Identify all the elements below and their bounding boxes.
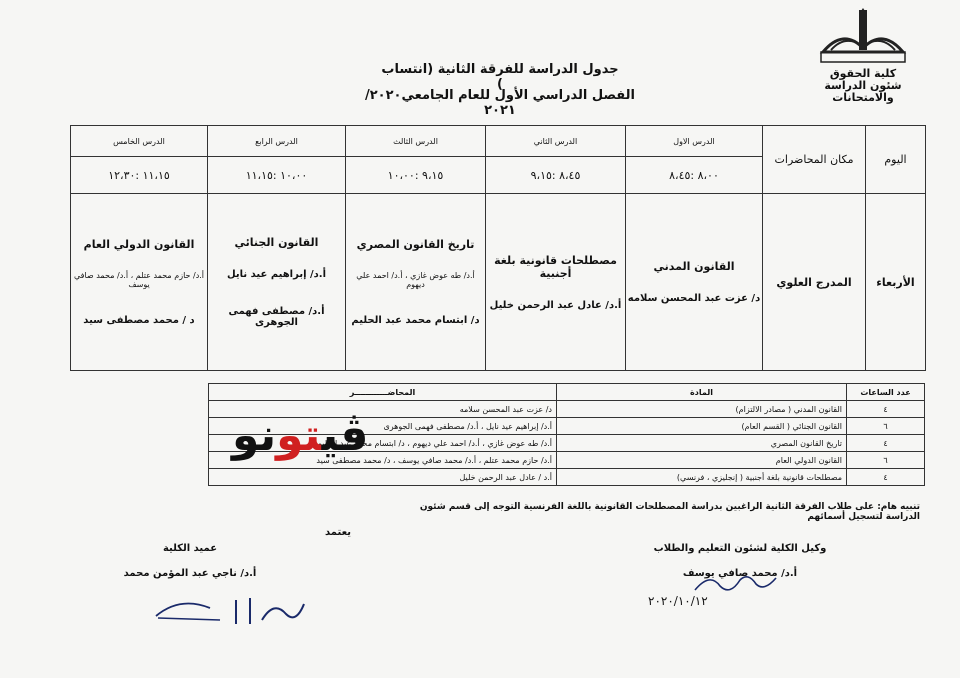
row-lecturer: أ.د/ طه عوض غازي ، أ.د/ احمد علي ديهوم ، د/ ابتسام محمد عبد الحليم [209,435,557,452]
session-cell [626,194,763,371]
page-subtitle: الفصل الدراسي الأول للعام الجامعي٢٠٢٠/ ٢٠٢١ [365,88,635,118]
lesson-time: ١٠،٠٠ :١١،١٥ [208,157,346,194]
session-prof: د/ عزت عبد المحسن سلامه [627,293,761,304]
dean-signature [150,590,310,630]
session-subject: القانون الدولي العام [83,238,195,251]
faculty-logo [808,8,918,104]
lesson-header: الدرس الثالث [346,126,486,157]
page-title: جدول الدراسة للفرقة الثانية (انتساب ) [381,62,619,92]
day-cell: الأربعاء [866,194,926,371]
session-subject: مصطلحات قانونية بلغة أجنبية [494,253,617,280]
session-cell [71,194,208,371]
session-prof: أ.د/ عادل عبد الرحمن خليل [489,299,622,311]
lesson-header: الدرس الخامس [71,126,208,157]
session-prof: أ.د/ إبراهيم عيد نايل [226,269,327,280]
session-prof: أ.د/ طه عوض غازي ، أ.د/ احمد علي ديهوم [356,271,475,289]
watermark-logo [232,410,368,461]
row-subject: القانون الدولي العام [557,452,847,469]
place-header: مكان المحاضرات [763,126,866,194]
watermark-part: ڤي [321,410,369,461]
timetable [70,125,926,371]
row-subject: القانون الجنائي ( القسم العام) [557,418,847,435]
lesson-header: الدرس الثاني [486,126,626,157]
place-cell: المدرج العلوي [763,194,866,371]
day-header: اليوم [866,126,926,194]
subject-header: المادة [557,384,847,401]
dean-name: أ.د/ ناجي عبد المؤمن محمد [123,568,257,579]
lesson-time: ١١،١٥ :١٢،٣٠ [71,157,208,194]
university-emblem-icon [813,8,913,66]
lesson-time: ٨،٠٠ :٨،٤٥ [626,157,763,194]
watermark-part: نو [232,410,277,461]
row-lecturer: د/ عزت عبد المحسن سلامه [209,401,557,418]
session-subject: تاريخ القانون المصري [356,238,475,251]
row-hours: ٦ [847,418,925,435]
important-note: تنبيه هام: على طلاب الفرقة الثانية الراغبين بدراسة المصطلحات القانونية باللغة الفرنسية التوجه إلى قسم شئون الدراسة لتسجيل أسمائهم [419,502,920,522]
session-cell [346,194,486,371]
dean-block [120,543,260,579]
lesson-time: ٩،١٥ :١٠،٠٠ [346,157,486,194]
session-cell [208,194,346,371]
row-lecturer: أ.د / عادل عبد الرحمن خليل [209,469,557,486]
session-prof: أ.د/ حازم محمد عتلم ، أ.د/ محمد صافي يوسف [73,271,205,289]
lesson-header: الدرس الاول [626,126,763,157]
lesson-time: ٨،٤٥ :٩،١٥ [486,157,626,194]
hours-header: عدد الساعات [847,384,925,401]
lesson-header: الدرس الرابع [208,126,346,157]
affairs-name: شئون الدراسة والامتحانات [824,79,902,104]
session-prof-2: د / محمد مصطفى سيد [83,315,195,326]
dean-title: عميد الكلية [162,543,218,554]
row-hours: ٤ [847,469,925,486]
row-hours: ٤ [847,435,925,452]
table-row [209,469,925,486]
vice-dean-title: وكيل الكلية لشئون التعليم والطلاب [653,543,827,554]
row-subject: مصطلحات قانونية بلغة أجنبية ( إنجليزي ، فرنسي) [557,469,847,486]
approved-label: يعتمد [325,527,351,538]
watermark-part-red: تو [276,410,322,461]
session-prof-2: د/ ابتسام محمد عبد الحليم [351,315,480,326]
row-lecturer: أ.د/ إبراهيم عيد نايل ، أ.د/ مصطفى فهمى الجوهرى [209,418,557,435]
signature-date: ٢٠٢٠/١٠/١٢ [648,594,708,608]
session-prof-2: أ.د/ مصطفى فهمى الجوهرى [228,306,325,328]
session-subject: القانون الجنائي [234,236,319,249]
row-subject: تاريخ القانون المصري [557,435,847,452]
row-subject: القانون المدني ( مصادر الالتزام) [557,401,847,418]
row-hours: ٦ [847,452,925,469]
vice-dean-name: أ.د/ محمد صافي يوسف [682,568,798,579]
session-subject: القانون المدني [653,260,735,273]
row-hours: ٤ [847,401,925,418]
faculty-name: كلية الحقوق [829,67,897,80]
session-cell [486,194,626,371]
row-lecturer: أ.د/ حازم محمد عتلم ، أ.د/ محمد صافي يوسف ، د/ محمد مصطفى سيد [209,452,557,469]
lecturer-header: المحاضــــــــــــر [209,384,557,401]
